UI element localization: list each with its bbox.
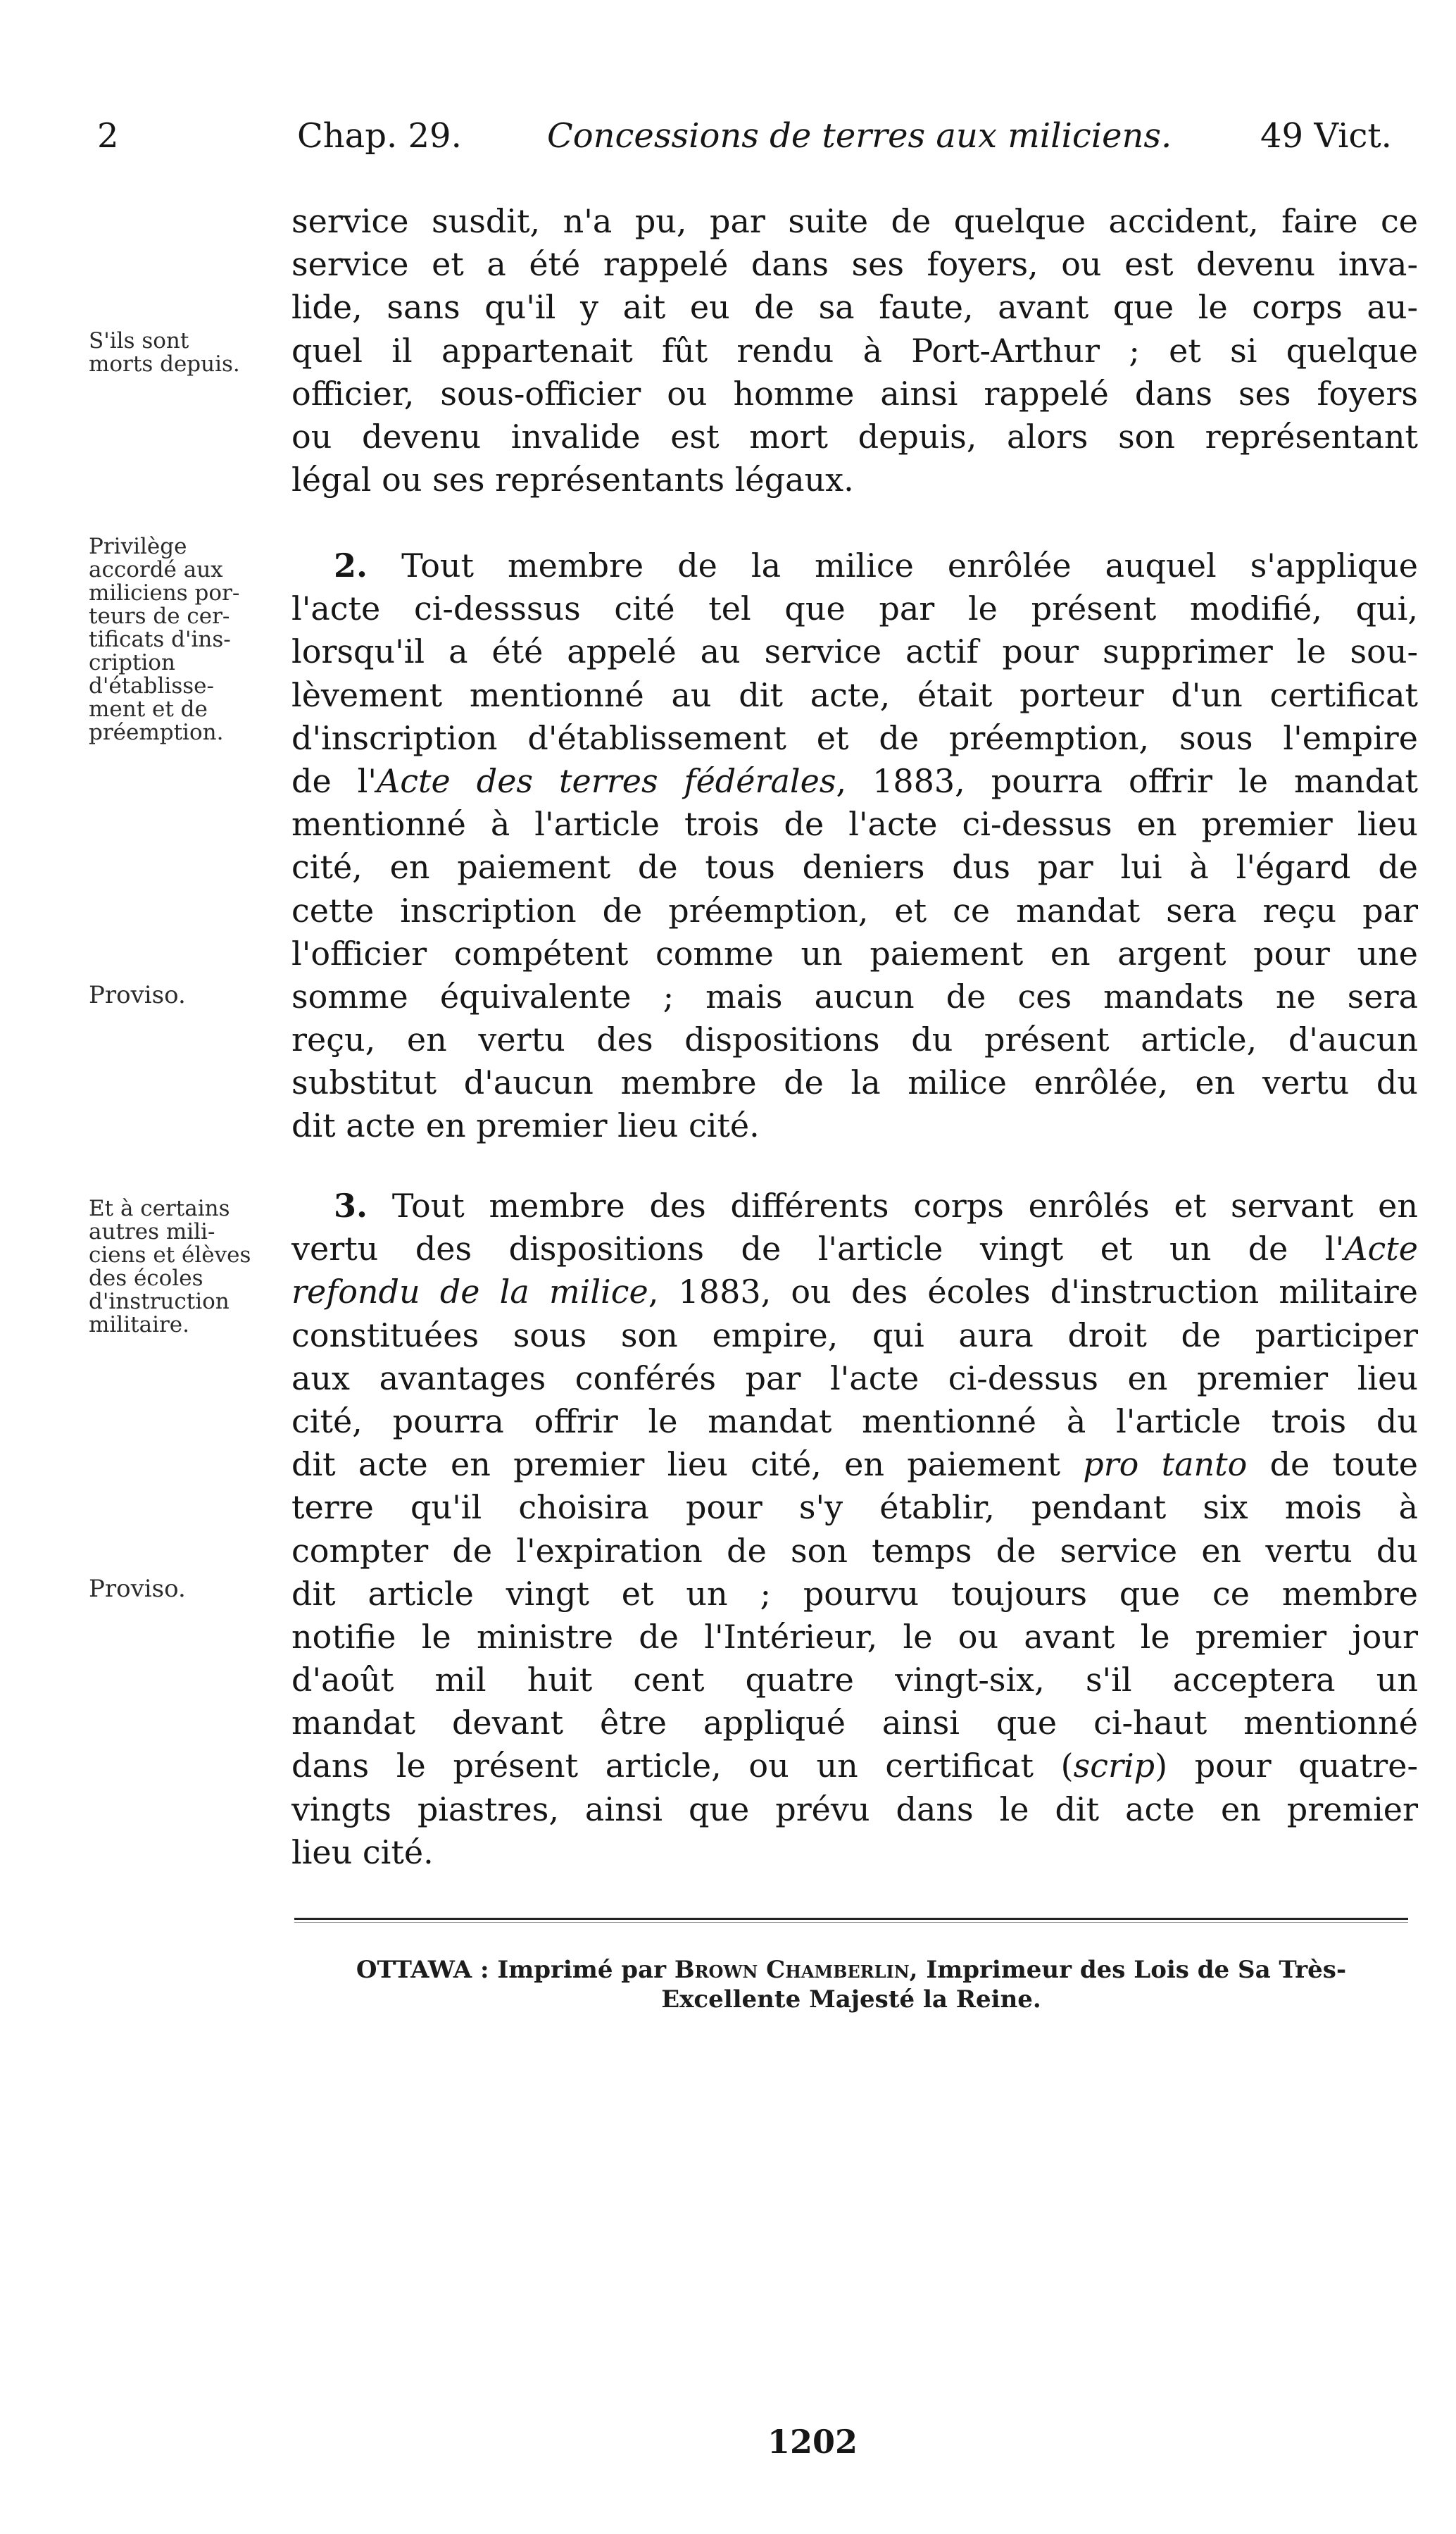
- section-2: 2. Tout membre de la milice enrôlée auquel s'applique l'acte ci-desssus cité tel que par le présent modifié, qui, lorsqu'il a été appelé au service actif pour supprimer le sou- lèvement mentionné au dit acte, était porteur d'un certificat d'inscription d'établissement et de préemption, sous l'empire de l'Acte des terres fédérales, 1883, pourra offrir le mandat mentionné à l'article trois de l'acte ci-dessus en premier lieu cité, en paiement de tous deniers dus par lui à l'égard de cette inscription de préemption, et ce mandat sera reçu par l'officier compétent comme un paiement en argent pour une somme équivalente ; mais aucun de ces mandats ne sera reçu, en vertu des dispositions du présent article, d'aucun substitut d'aucun membre de la milice enrôlée, en vertu du dit acte en premier lieu cité.: [291, 544, 1418, 1148]
- header-title: Concessions de terres aux miliciens.: [547, 116, 1172, 156]
- margin-note-proviso-2: Proviso.: [89, 1575, 186, 1603]
- act-citation-line: de l'Acte des terres fédérales, 1883, pourra offrir le mandat: [291, 761, 1418, 800]
- section-number: 2.: [334, 547, 368, 585]
- printer-name: Brown Chamberlin: [674, 1956, 910, 1984]
- divider-rule-thin: [294, 1922, 1408, 1923]
- act-title: refondu de la milice: [291, 1273, 648, 1311]
- margin-note-militia-schools: Et à certains autres mili- ciens et élèves des écoles d'instruction militaire.: [89, 1196, 251, 1337]
- margin-note-privilege: Privilège accordé aux miliciens por- teurs de cer- tificats d'ins- cription d'établisse- ment et de préemption.: [89, 534, 240, 745]
- divider-rule: [294, 1918, 1408, 1920]
- header-page-number: 2: [97, 116, 119, 156]
- paragraph-continuation: service susdit, n'a pu, par suite de quelque accident, faire ce service et a été rappelé dans ses foyers, ou est devenu inva- lide, sans qu'il y ait eu de sa faute, avant que le corps au- quel il appartenait fût rendu à Port-Arthur ; et si quelque officier, sous-officier ou homme ainsi rappelé dans ses foyers ou devenu invalide est mort depuis, alors son représentant légal ou ses représentants légaux.: [291, 202, 1418, 499]
- header-chapter: Chap. 29.: [297, 116, 462, 156]
- section-3-first-line: 3. Tout membre des différents corps enrôlés et servant en: [334, 1187, 1419, 1225]
- printer-imprint: OTTAWA : Imprimé par Brown Chamberlin, Imprimeur des Lois de Sa Très- Excellente Majesté la Reine.: [356, 1956, 1347, 2014]
- header-regnal-year: 49 Vict.: [1260, 116, 1392, 156]
- margin-note-proviso-1: Proviso.: [89, 981, 186, 1009]
- margin-note-deceased: S'ils sont morts depuis.: [89, 328, 240, 377]
- section-number: 3.: [334, 1187, 368, 1225]
- section-2-first-line: 2. Tout membre de la milice enrôlée auquel s'applique: [334, 547, 1418, 585]
- running-header: [79, 111, 1417, 161]
- act-title: Acte des terres fédérales: [377, 761, 836, 800]
- section-3: 3. Tout membre des différents corps enrôlés et servant en vertu des dispositions de l'article vingt et un de l'Acte refondu de la milice, 1883, ou des écoles d'instruction militaire constituées sous son empire, qui aura droit de participer aux avantages conférés par l'acte ci-dessus en premier lieu cité, pourra offrir le mandat mentionné à l'article trois du dit acte en premier lieu cité, en paiement pro tanto de toute terre qu'il choisira pour s'y établir, pendant six mois à compter de l'expiration de son temps de service en vertu du dit article vingt et un ; pourvu toujours que ce membre notifie le ministre de l'Intérieur, le ou avant le premier jour d'août mil huit cent quatre vingt-six, s'il acceptera un mandat devant être appliqué ainsi que ci-haut mentionné dans le présent article, ou un certificat (scrip) pour quatre- vingts piastres, ainsi que prévu dans le dit acte en premier lieu cité.: [291, 1185, 1418, 1874]
- footer-page-number: 1202: [767, 2423, 858, 2461]
